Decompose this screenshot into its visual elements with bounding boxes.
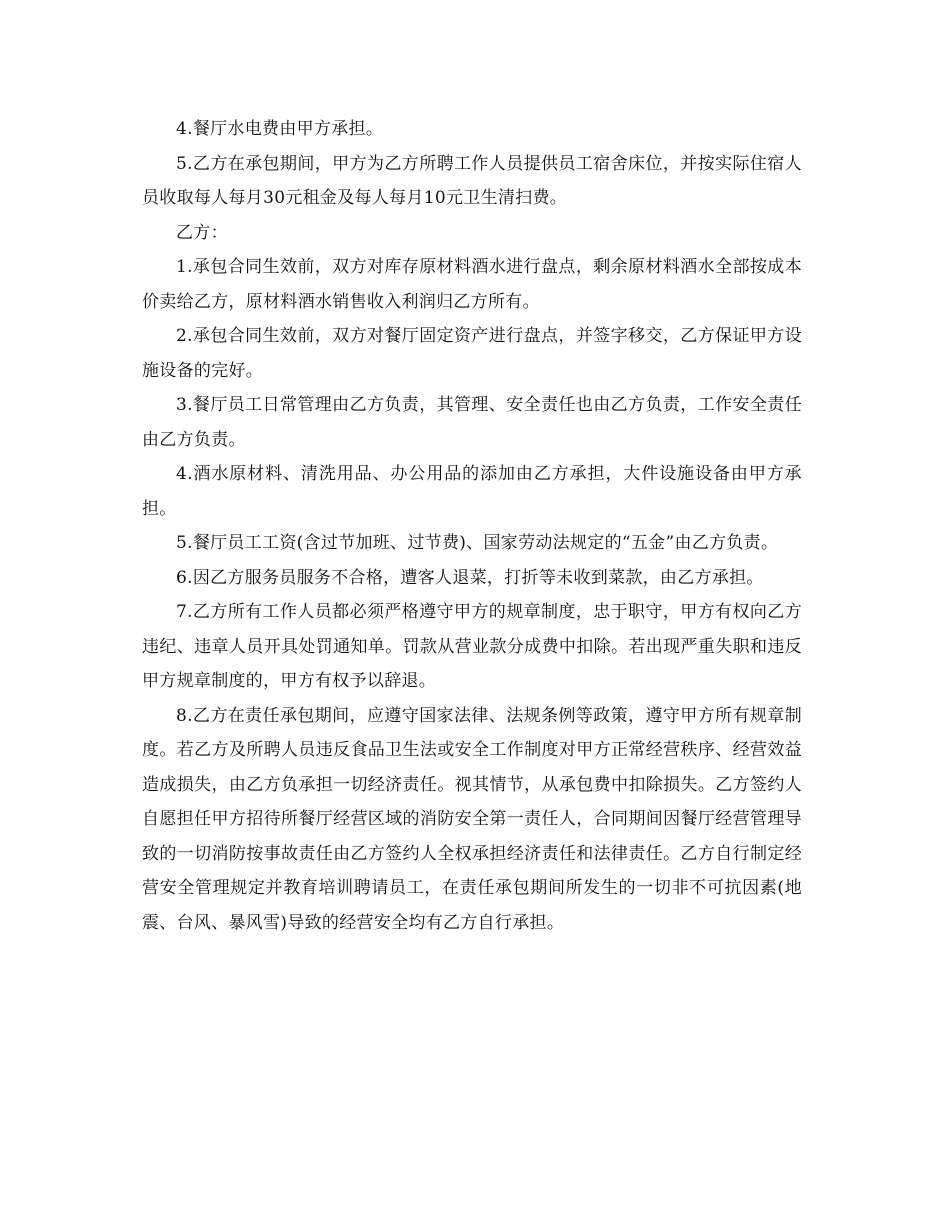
- paragraph-wages: 5.餐厅员工工资(含过节加班、过节费)、国家劳动法规定的“五金”由乙方负责。: [176, 533, 779, 553]
- document-body: [142, 112, 802, 940]
- section-heading-party-b: 乙方：: [176, 222, 228, 243]
- paragraph-supplies: 4.酒水原材料、清洗用品、办公用品的添加由乙方承担，大件设施设备由甲方承担。: [142, 464, 802, 519]
- paragraph-inventory: 1.承包合同生效前，双方对库存原材料酒水进行盘点，剩余原材料酒水全部按成本价卖给乙方，原材料酒水销售收入利润归乙方所有。: [142, 257, 802, 312]
- paragraph-dormitory: 5.乙方在承包期间，甲方为乙方所聘工作人员提供员工宿舍床位，并按实际住宿人员收取每人每月30元租金及每人每月10元卫生清扫费。: [142, 153, 802, 208]
- paragraph-staff-management: 3.餐厅员工日常管理由乙方负责，其管理、安全责任也由乙方负责，工作安全责任由乙方负责。: [142, 395, 802, 450]
- paragraph-discipline: 7.乙方所有工作人员都必须严格遵守甲方的规章制度，忠于职守，甲方有权向乙方违纪、违章人员开具处罚通知单。罚款从营业款分成费中扣除。若出现严重失职和违反甲方规章制度的，甲方有权予以辞退。: [142, 602, 802, 691]
- paragraph-utilities: 4.餐厅水电费由甲方承担。: [176, 119, 384, 139]
- paragraph-legal-liability: 8.乙方在责任承包期间，应遵守国家法律、法规条例等政策，遵守甲方所有规章制度。若乙方及所聘人员违反食品卫生法或安全工作制度对甲方正常经营秩序、经营效益造成损失，由乙方负承担一切经济责任。视其情节，从承包费中扣除损失。乙方签约人自愿担任甲方招待所餐厅经营区域的消防安全第一责任人，合同期间因餐厅经营管理导致的一切消防按事故责任由乙方签约人全权承担经济责任和法律责任。乙方自行制定经营安全管理规定并教育培训聘请员工，在责任承包期间所发生的一切非不可抗因素(地震、台风、暴风雪)导致的经营安全均有乙方自行承担。: [142, 705, 802, 933]
- paragraph-fixed-assets: 2.承包合同生效前，双方对餐厅固定资产进行盘点，并签字移交，乙方保证甲方设施设备的完好。: [142, 326, 802, 381]
- paragraph-service-loss: 6.因乙方服务员服务不合格，遭客人退菜，打折等未收到菜款，由乙方承担。: [176, 567, 764, 588]
